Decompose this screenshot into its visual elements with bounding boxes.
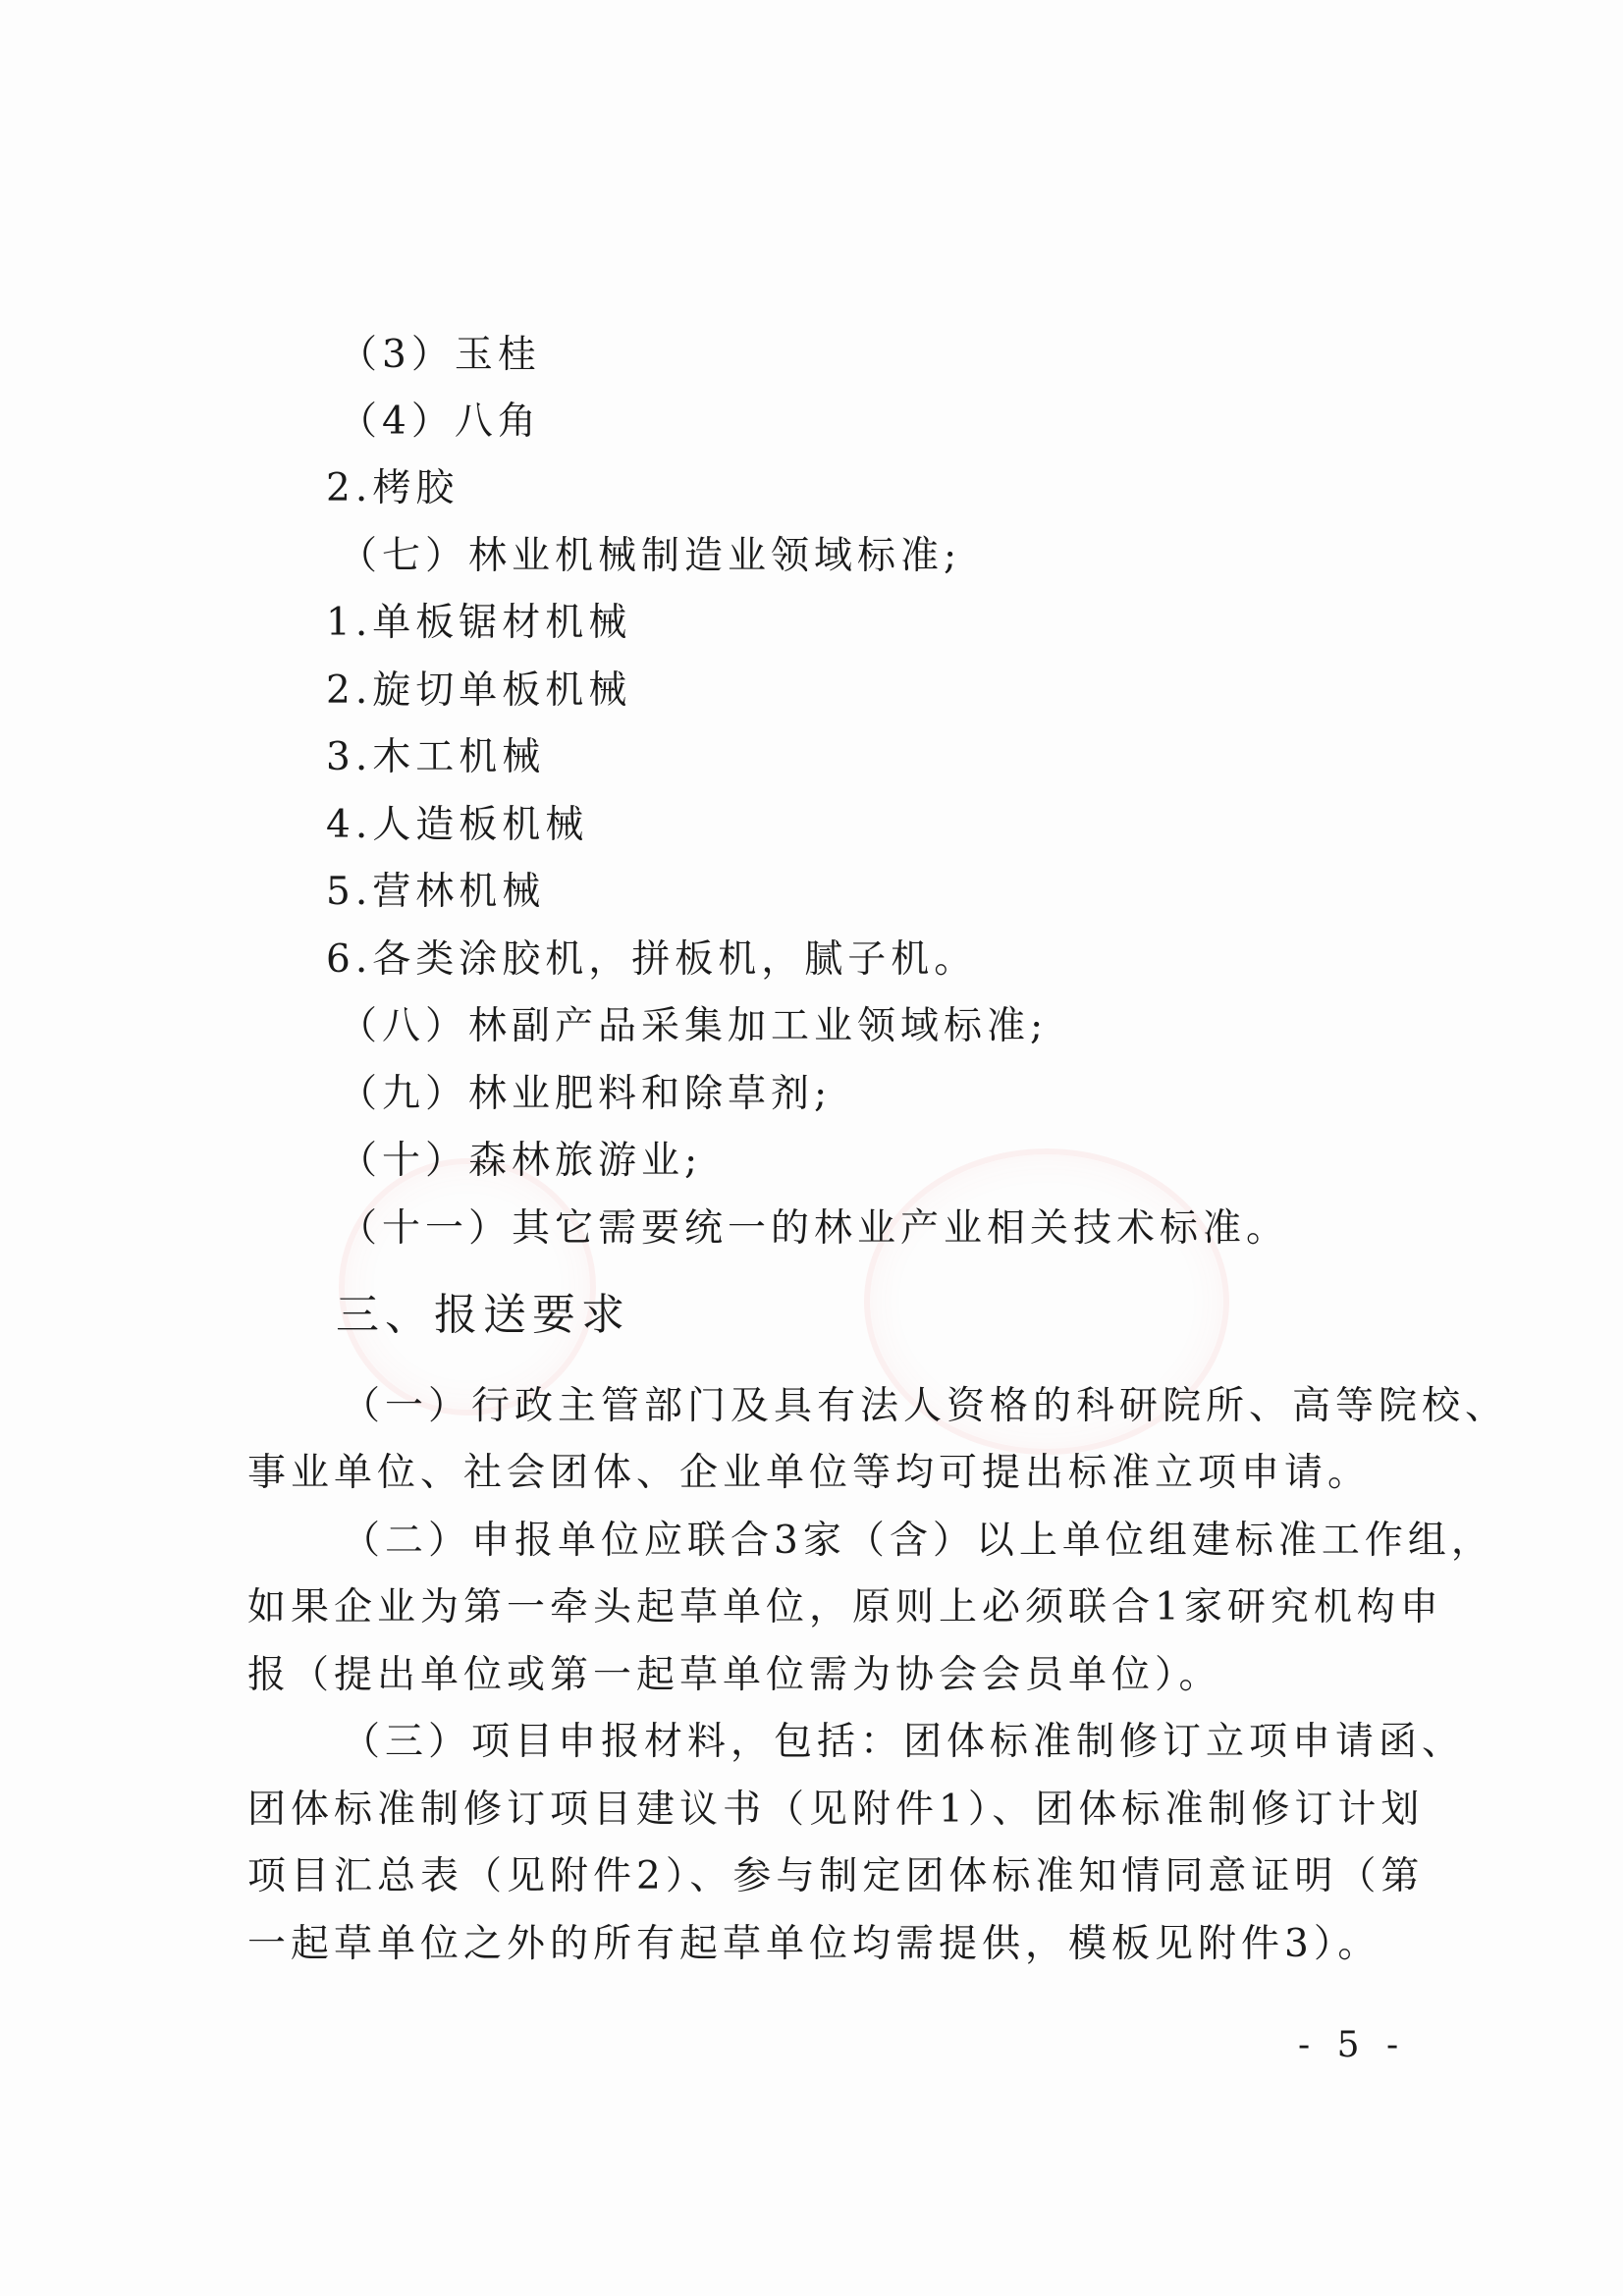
paragraph-line: （二）申报单位应联合3家（含）以上单位组建标准工作组， — [342, 1519, 1494, 1563]
list-item: 2.栲胶 — [326, 466, 460, 510]
section-heading: 三、报送要求 — [336, 1290, 630, 1340]
list-item: （4）八角 — [339, 400, 541, 444]
paragraph-line: 事业单位、社会团体、企业单位等均可提出标准立项申请。 — [247, 1451, 1372, 1495]
seal-stamp-faint — [339, 1158, 596, 1415]
paragraph-line: （一）行政主管部门及具有法人资格的科研院所、高等院校、 — [342, 1384, 1509, 1428]
list-item: （十）森林旅游业; — [339, 1139, 703, 1183]
list-item: 4.人造板机械 — [326, 803, 589, 847]
list-item: （十一）其它需要统一的林业产业相关技术标准。 — [339, 1206, 1290, 1251]
page-number: - 5 - — [1298, 2025, 1407, 2065]
list-item: 2.旋切单板机械 — [326, 668, 632, 713]
list-item: 5.营林机械 — [326, 870, 546, 914]
paragraph-line: 项目汇总表（见附件2）、参与制定团体标准知情同意证明（第 — [247, 1854, 1425, 1898]
paragraph-line: （三）项目申报材料，包括：团体标准制修订立项申请函、 — [342, 1720, 1466, 1764]
paragraph-line: 团体标准制修订项目建议书（见附件1）、团体标准制修订计划 — [247, 1788, 1425, 1832]
list-item: 3.木工机械 — [326, 735, 546, 779]
list-item: 1.单板锯材机械 — [326, 601, 632, 645]
paragraph-line: 报（提出单位或第一起草单位需为协会会员单位）。 — [247, 1653, 1222, 1697]
list-item: （3）玉桂 — [339, 333, 541, 377]
list-item: 6.各类涂胶机，拼板机，腻子机。 — [326, 937, 978, 982]
list-item: （九）林业肥料和除草剂; — [339, 1072, 833, 1116]
paragraph-line: 一起草单位之外的所有起草单位均需提供，模板见附件3）。 — [247, 1922, 1381, 1966]
paragraph-line: 如果企业为第一牵头起草单位，原则上必须联合1家研究机构申 — [247, 1585, 1443, 1629]
list-item: （七）林业机械制造业领域标准; — [339, 534, 962, 578]
list-item: （八）林副产品采集加工业领域标准; — [339, 1004, 1049, 1048]
